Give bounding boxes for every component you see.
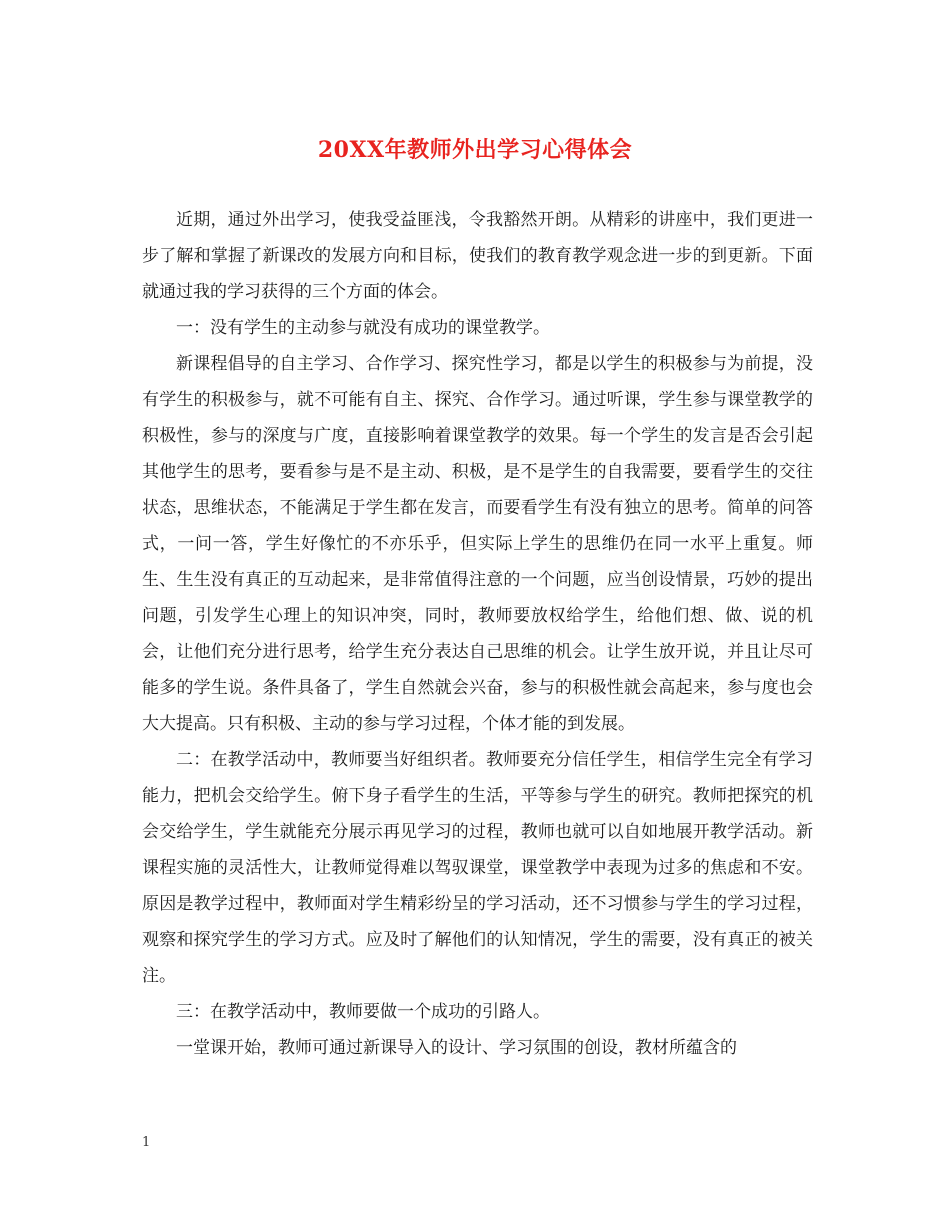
- document-title: 20XX年教师外出学习心得体会: [317, 137, 633, 163]
- paragraph-heading-one: 一：没有学生的主动参与就没有成功的课堂教学。: [176, 318, 550, 338]
- paragraph-section-one: 新课程倡导的自主学习、合作学习、探究性学习，都是以学生的积极参与为前提，没有学生的积极参与，就不可能有自主、探究、合作学习。通过听课，学生参与课堂教学的积极性，参与的深度与广度，直接影响着课堂教学的效果。每一个学生的发言是否会引起其他学生的思考，要看参与是不是主动、积极，是不是学生的自我需要，要看学生的交往状态，思维状态，不能满足于学生都在发言，而要看学生有没有独立的思考。简单的问答式，一问一答，学生好像忙的不亦乐乎，但实际上学生的思维仍在同一水平上重复。师生、生生没有真正的互动起来，是非常值得注意的一个问题，应当创设情景，巧妙的提出问题，引发学生心理上的知识冲突，同时，教师要放权给学生，给他们想、做、说的机会，让他们充分进行思考，给学生充分表达自己思维的机会。让学生放开说，并且让尽可能多的学生说。条件具备了，学生自然就会兴奋，参与的积极性就会高起来，参与度也会大大提高。只有积极、主动的参与学习过程，个体才能的到发展。: [142, 354, 813, 734]
- paragraph-section-three: 一堂课开始，教师可通过新课导入的设计、学习氛围的创设，教材所蕴含的: [176, 1038, 737, 1058]
- paragraph-intro: 近期，通过外出学习，使我受益匪浅，令我豁然开朗。从精彩的讲座中，我们更进一步了解和掌握了新课改的发展方向和目标，使我们的教育教学观念进一步的到更新。下面就通过我的学习获得的三个方面的体会。: [142, 210, 813, 302]
- paragraph-heading-three: 三：在教学活动中，教师要做一个成功的引路人。: [176, 1002, 550, 1022]
- document-body: [142, 202, 813, 1066]
- page-number: 1: [142, 1135, 151, 1150]
- paragraph-section-two: 二：在教学活动中，教师要当好组织者。教师要充分信任学生，相信学生完全有学习能力，把机会交给学生。俯下身子看学生的生活，平等参与学生的研究。教师把探究的机会交给学生，学生就能充分展示再见学习的过程，教师也就可以自如地展开教学活动。新课程实施的灵活性大，让教师觉得难以驾驭课堂，课堂教学中表现为过多的焦虑和不安。原因是教学过程中，教师面对学生精彩纷呈的学习活动，还不习惯参与学生的学习过程，观察和探究学生的学习方式。应及时了解他们的认知情况，学生的需要，没有真正的被关注。: [142, 750, 813, 986]
